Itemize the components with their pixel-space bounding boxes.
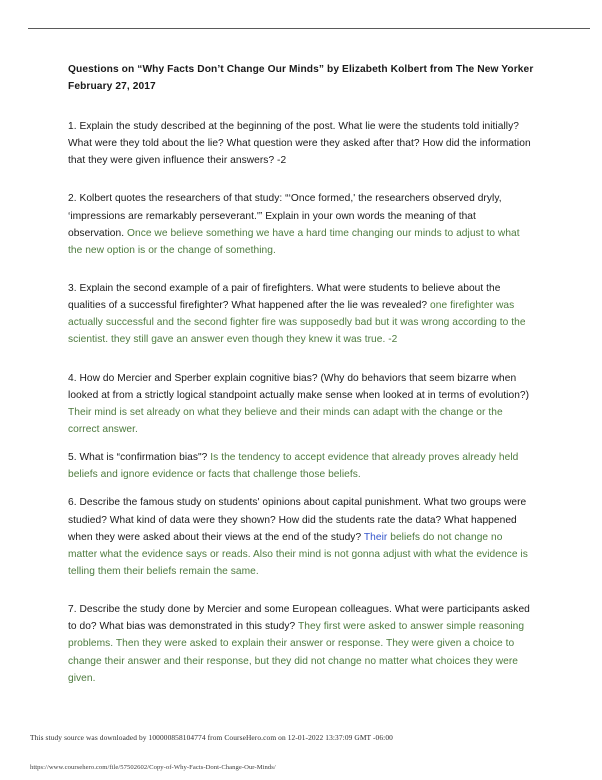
question-block-3 — [68, 280, 534, 349]
question-block-7 — [68, 601, 534, 687]
answer-text: one firefighter was actually successful and the second fighter fire was supposedly bad but it was wrong according to the scientist. they still gave an answer even though they knew it was true. -2 — [68, 300, 526, 346]
page-title: Questions on “Why Facts Don’t Change Our Minds” by Elizabeth Kolbert from The New Yorker February 27, 2017 — [68, 64, 534, 92]
question-block-5 — [68, 449, 534, 483]
answer-text: Their mind is set already on what they believe and their minds can adapt with the change or the correct answer. — [68, 406, 503, 435]
question-text: 4. How do Mercier and Sperber explain cognitive bias? (Why do behaviors that seem bizarre when looked at from a strictly logical standpoint actually make sense when looked at in terms of evolution?) — [68, 372, 530, 401]
document-content — [68, 62, 534, 708]
answer-text: They first were asked to answer simple reasoning problems. Then they were asked to explain their answer or response. They were given a choice to change their answer and their response, but they did not change no matter what choices they were given. — [68, 621, 525, 684]
question-text: 1. Explain the study described at the beginning of the post. What lie were the students told initially? What were they told about the lie? What question were they asked after that? How did the information that they were given influence their answers? -2 — [68, 121, 531, 167]
answer-text: Once we believe something we have a hard time changing our minds to adjust to what the new option is or the change of something. — [68, 227, 520, 256]
answer-text-blue: Their — [363, 531, 388, 543]
question-block-4 — [68, 370, 534, 439]
question-text: 2. Kolbert quotes the researchers of that study: “‘Once formed,' the researchers observed dryly, ‘impressions are remarkably perseverant.'” Explain in your own words the meaning of that observation. — [68, 193, 502, 239]
question-block-6 — [68, 494, 534, 580]
question-text: 5. What is “confirmation bias"? — [68, 452, 211, 464]
question-text: 6. Describe the famous study on students' opinions about capital punishment. What two groups were studied? What kind of data were they shown? How did the students rate the data? What happened when they were asked about their views at the end of the study? — [68, 497, 527, 543]
download-note: This study source was downloaded by 100000858104774 from CourseHero.com on 12-01-2022 13:37:09 GMT -06:00 — [30, 733, 393, 742]
answer-text: beliefs do not change no matter what the evidence says or reads. Also their mind is not gonna adjust with what the evidence is telling them their beliefs remain the same. — [68, 531, 528, 577]
source-url: https://www.coursehero.com/file/57502602/Copy-of-Why-Facts-Dont-Change-Our-Minds/ — [30, 764, 276, 771]
question-text: 7. Describe the study done by Mercier and some European colleagues. What were participants asked to do? What bias was demonstrated in this study? — [68, 604, 530, 633]
question-text: 3. Explain the second example of a pair of firefighters. What were students to believe about the qualities of a successful firefighter? What happened after the lie was revealed? — [68, 283, 501, 312]
header-divider — [28, 28, 590, 29]
question-block-2 — [68, 190, 534, 259]
answer-text: Is the tendency to accept evidence that already proves already held beliefs and ignore evidence or facts that challenge those beliefs. — [68, 452, 519, 481]
question-block-1 — [68, 118, 534, 169]
